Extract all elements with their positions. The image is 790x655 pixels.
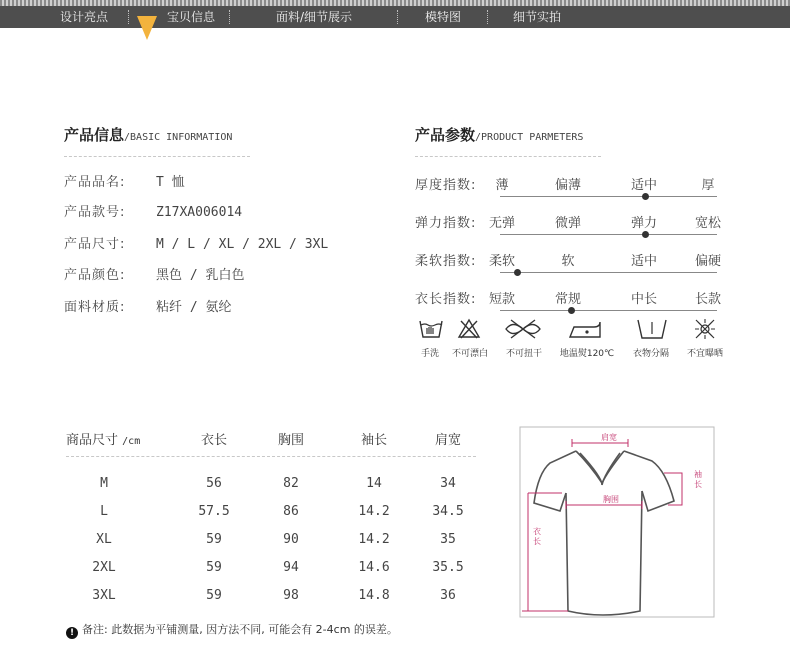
nav-separator bbox=[487, 10, 488, 24]
divider bbox=[64, 156, 250, 157]
table-header-size: 商品尺寸 /cm bbox=[66, 433, 141, 448]
table-header-chest: 胸围 bbox=[277, 433, 304, 448]
param-option: 适中 bbox=[630, 254, 657, 269]
param-indicator-dot bbox=[568, 307, 575, 314]
nav-separator bbox=[229, 10, 230, 24]
nav-fabric-details[interactable]: 面料/细节展示 bbox=[275, 10, 353, 24]
table-cell: 59 bbox=[206, 588, 222, 603]
no-sun-dry-icon bbox=[694, 318, 716, 340]
table-header-sleeve: 袖长 bbox=[360, 433, 387, 448]
param-option: 中长 bbox=[630, 292, 657, 307]
param-option: 微弹 bbox=[554, 216, 581, 231]
table-cell: 14.8 bbox=[358, 588, 390, 603]
param-option: 短款 bbox=[488, 292, 515, 307]
table-cell: 86 bbox=[283, 504, 299, 519]
tshirt-measurement-diagram bbox=[518, 425, 718, 620]
table-cell: 94 bbox=[283, 560, 299, 575]
table-cell: M bbox=[100, 476, 108, 491]
table-cell: 56 bbox=[206, 476, 222, 491]
table-cell: 59 bbox=[206, 560, 222, 575]
nav-design-highlights[interactable]: 设计亮点 bbox=[59, 10, 108, 24]
no-wring-icon bbox=[503, 318, 543, 340]
label-chest: 胸围 bbox=[603, 495, 619, 504]
care-label-separate: 衣物分隔 bbox=[632, 349, 669, 359]
table-header-length: 衣长 bbox=[200, 433, 227, 448]
param-track bbox=[500, 196, 717, 197]
product-info-title: 产品信息/BASIC INFORMATION bbox=[64, 126, 233, 144]
table-cell: 35 bbox=[440, 532, 456, 547]
param-option: 常规 bbox=[554, 292, 581, 307]
info-row-colors: 产品颜色: 黑色 / 乳白色 bbox=[64, 268, 245, 283]
table-cell: 2XL bbox=[92, 560, 116, 575]
table-cell: 34.5 bbox=[432, 504, 464, 519]
table-cell: 90 bbox=[283, 532, 299, 547]
table-cell: 36 bbox=[440, 588, 456, 603]
nav-bar bbox=[0, 6, 790, 28]
param-track bbox=[500, 234, 717, 235]
table-cell: 14 bbox=[366, 476, 382, 491]
divider bbox=[415, 156, 601, 157]
param-indicator-dot bbox=[642, 231, 649, 238]
info-row-name: 产品品名: T 恤 bbox=[64, 175, 185, 190]
info-row-sizes: 产品尺寸: M / L / XL / 2XL / 3XL bbox=[64, 237, 329, 252]
param-option: 软 bbox=[561, 254, 575, 269]
nav-product-info[interactable]: 宝贝信息 bbox=[166, 10, 215, 24]
label-shoulder: 肩宽 bbox=[601, 433, 617, 442]
param-option: 偏薄 bbox=[554, 178, 581, 193]
param-label: 厚度指数: bbox=[415, 178, 477, 193]
table-cell: L bbox=[100, 504, 108, 519]
param-option: 偏硬 bbox=[694, 254, 721, 269]
separate-wash-icon bbox=[636, 318, 668, 340]
info-row-style-no: 产品款号: Z17XA006014 bbox=[64, 205, 243, 220]
info-alert-icon: ! bbox=[66, 627, 78, 639]
param-option: 适中 bbox=[630, 178, 657, 193]
table-cell: 59 bbox=[206, 532, 222, 547]
care-label-no-sun: 不宜曝晒 bbox=[686, 349, 723, 359]
table-cell: 98 bbox=[283, 588, 299, 603]
nav-detail-photos[interactable]: 细节实拍 bbox=[512, 10, 561, 24]
param-track bbox=[500, 272, 717, 273]
care-label-iron: 地温熨120℃ bbox=[559, 349, 615, 359]
param-option: 无弹 bbox=[488, 216, 515, 231]
product-params-title: 产品参数/PRODUCT PARMETERS bbox=[415, 126, 584, 144]
care-label-no-bleach: 不可漂白 bbox=[451, 349, 488, 359]
care-label-no-wring: 不可扭干 bbox=[505, 349, 542, 359]
divider bbox=[66, 456, 476, 457]
table-cell: 14.6 bbox=[358, 560, 390, 575]
nav-model-photos[interactable]: 模特图 bbox=[424, 10, 461, 24]
table-cell: XL bbox=[96, 532, 112, 547]
table-cell: 14.2 bbox=[358, 504, 390, 519]
label-length: 衣长 bbox=[533, 527, 541, 546]
no-bleach-icon bbox=[457, 318, 481, 340]
table-cell: 35.5 bbox=[432, 560, 464, 575]
active-tab-arrow-icon bbox=[137, 16, 157, 40]
param-track bbox=[500, 310, 717, 311]
iron-low-icon bbox=[566, 318, 606, 340]
param-option: 宽松 bbox=[694, 216, 721, 231]
param-label: 衣长指数: bbox=[415, 292, 477, 307]
table-cell: 57.5 bbox=[198, 504, 230, 519]
param-label: 弹力指数: bbox=[415, 216, 477, 231]
nav-separator bbox=[397, 10, 398, 24]
table-cell: 34 bbox=[440, 476, 456, 491]
table-header-shoulder: 肩宽 bbox=[434, 433, 461, 448]
table-cell: 82 bbox=[283, 476, 299, 491]
param-label: 柔软指数: bbox=[415, 254, 477, 269]
hand-wash-icon bbox=[418, 318, 444, 340]
measurement-note: ! 备注: 此数据为平铺测量, 因方法不同, 可能会有 2-4cm 的误差。 bbox=[66, 621, 398, 639]
param-indicator-dot bbox=[642, 193, 649, 200]
param-option: 厚 bbox=[701, 178, 715, 193]
care-label-hand-wash: 手洗 bbox=[420, 349, 439, 359]
param-indicator-dot bbox=[514, 269, 521, 276]
table-cell: 14.2 bbox=[358, 532, 390, 547]
param-option: 柔软 bbox=[488, 254, 515, 269]
param-option: 薄 bbox=[495, 178, 509, 193]
param-option: 弹力 bbox=[630, 216, 657, 231]
param-option: 长款 bbox=[694, 292, 721, 307]
nav-separator bbox=[128, 10, 129, 24]
info-row-material: 面料材质: 粘纤 / 氨纶 bbox=[64, 300, 232, 315]
label-sleeve: 袖长 bbox=[694, 470, 702, 489]
table-cell: 3XL bbox=[92, 588, 116, 603]
